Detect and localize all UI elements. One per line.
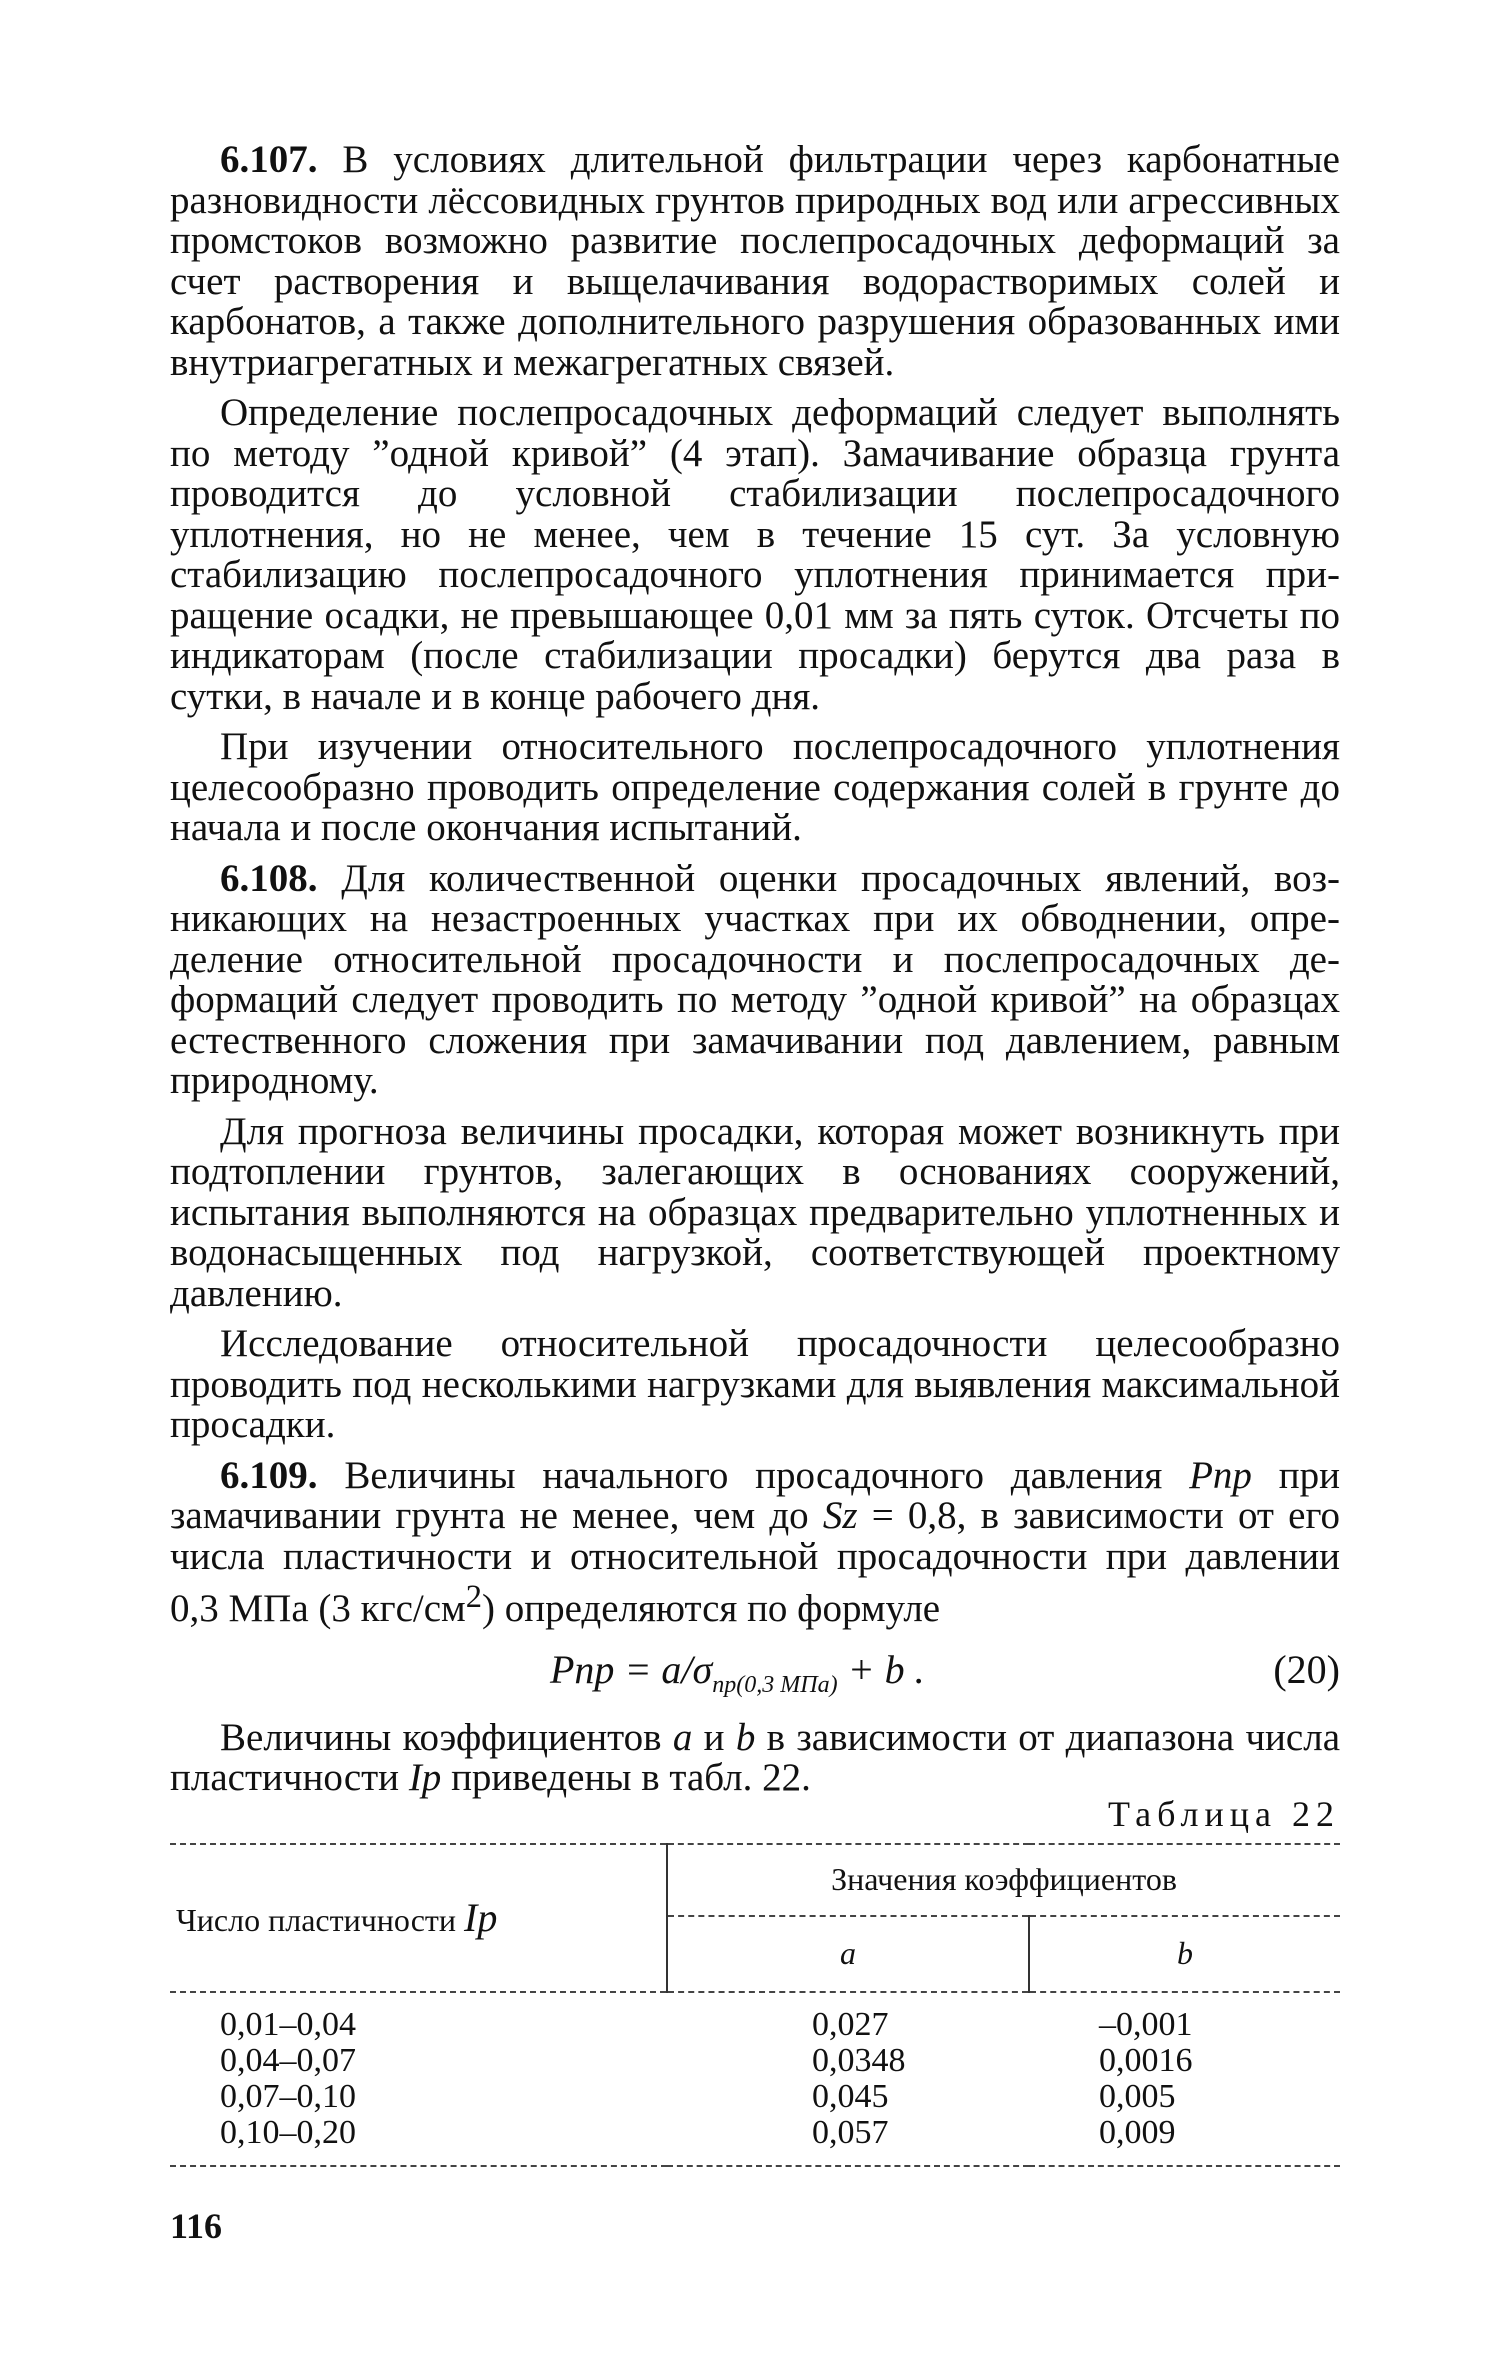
paragraph-text: = 0,8, в зависимости от его числа пластичности и относительной просадочности при давлении 0,3 МПа (3 кгс/см	[170, 1494, 1340, 1630]
header-coefficients: Значения коэффициентов	[667, 1844, 1340, 1916]
formula-20	[170, 1640, 1340, 1702]
paragraph-6-107	[170, 140, 1340, 383]
cell-a-values: 0,027 0,0348 0,045 0,057	[667, 1992, 1029, 2166]
formula-lhs: Pпр	[550, 1646, 615, 1692]
formula-expression	[550, 1646, 925, 1699]
paragraph-coefficients	[170, 1715, 1341, 1799]
variable-s-z: Sz	[822, 1494, 858, 1537]
table-caption	[170, 1793, 1340, 1833]
superscript: 2	[465, 1579, 482, 1615]
paragraph-6-108	[170, 856, 1340, 1102]
variable-i-p: Ip	[408, 1756, 442, 1799]
variable-b: b	[735, 1715, 756, 1759]
page-number: 116	[170, 2206, 223, 2246]
paragraph-text: в зависимости от диапазона числа пластичности	[170, 1715, 1341, 1799]
cell-b-values: –0,001 0,0016 0,005 0,009	[1029, 1992, 1340, 2166]
variable-a: a	[672, 1715, 693, 1759]
paragraph-text: и	[692, 1715, 736, 1759]
paragraph-text: приведены в табл. 22.	[441, 1756, 811, 1799]
table-caption-text: Таблица 22	[1108, 1793, 1340, 1834]
paragraph-text: Для количественной оценки просадочных явлений, возникающих на незастроенных участках при их обводнении, определение относительной просадочности и послепросадочных деформаций следует проводить по методу ”одной кривой” на образцах естественного сложения при замачивании под давлением, равным природному.	[170, 856, 1340, 1102]
formula-number: (20)	[1273, 1646, 1340, 1692]
paragraph-6-108-b: Для прогноза величины просадки, которая может возникнуть при подтоплении грунтов, залегающих в основаниях сооружений, испытания выполняются на образцах предварительно уплотненных и водонасыщенных под нагрузкой, соответствующей проектному давлению.	[170, 1109, 1340, 1315]
formula-rhs: + b .	[837, 1646, 925, 1692]
header-plasticity	[170, 1844, 667, 1992]
paragraph-6-109	[170, 1453, 1340, 1630]
coefficients-table	[170, 1843, 1340, 2167]
table-body-row	[170, 1992, 1340, 2166]
header-plasticity-label: Число пластичности	[176, 1902, 465, 1938]
variable-p-pr: Pпр	[1189, 1453, 1252, 1497]
paragraph-text: при замачивании грунта не менее, чем до	[170, 1453, 1340, 1537]
cell-ranges: 0,01–0,04 0,04–0,07 0,07–0,10 0,10–0,20	[170, 1992, 667, 2166]
paragraph-text: ) определяются по формуле	[481, 1587, 941, 1630]
header-plasticity-var: Ip	[464, 1895, 498, 1940]
paragraph-text: Величины начального просадочного давления	[317, 1453, 1190, 1497]
paragraph-6-107-c: При изучении относительного послепросадочного уплотнения целесообразно проводить определение содержания солей в грунте до начала и после окончания испытаний.	[170, 725, 1340, 849]
header-col-a: a	[667, 1916, 1029, 1992]
section-number: 6.108.	[220, 856, 318, 900]
section-number: 6.107.	[220, 138, 318, 181]
paragraph-6-108-c: Исследование относительной просадочности целесообразно проводить под несколькими нагрузками для выявления максимальной просадки.	[170, 1322, 1340, 1446]
table-header-row	[170, 1844, 1340, 1916]
paragraph-text: Величины коэффициентов	[220, 1715, 673, 1759]
section-number: 6.109.	[220, 1453, 318, 1497]
paragraph-6-107-b: Определение послепросадочных деформаций следует выполнять по методу ”одной кривой” (4 этап). Замачивание образца грунта проводится до условной стабилизации послепросадочного уплотнения, но не менее, чем в течение 15 сут. За условную стабилизацию послепросадочного уплотнения принимается приращение осадки, не превышающее 0,01 мм за пять суток. Отсчеты по индикаторам (после стабилизации просадки) берутся два раза в сутки, в начале и в конце рабочего дня.	[170, 391, 1340, 718]
formula-mid: = a/σ	[614, 1646, 713, 1692]
paragraph-text: В условиях длительной фильтрации через карбонатные разновидности лёссовидных грунтов природных вод или агрессивных промстоков возможно развитие послепросадочных деформаций за счет растворения и выщелачивания водорастворимых солей и карбонатов, а также дополнительного разрушения образованных ими внутриагрегатных и межагрегатных связей.	[170, 138, 1340, 384]
header-col-b: b	[1029, 1916, 1340, 1992]
formula-subscript: пр(0,3 МПа)	[712, 1671, 838, 1698]
document-page	[170, 140, 1340, 2167]
